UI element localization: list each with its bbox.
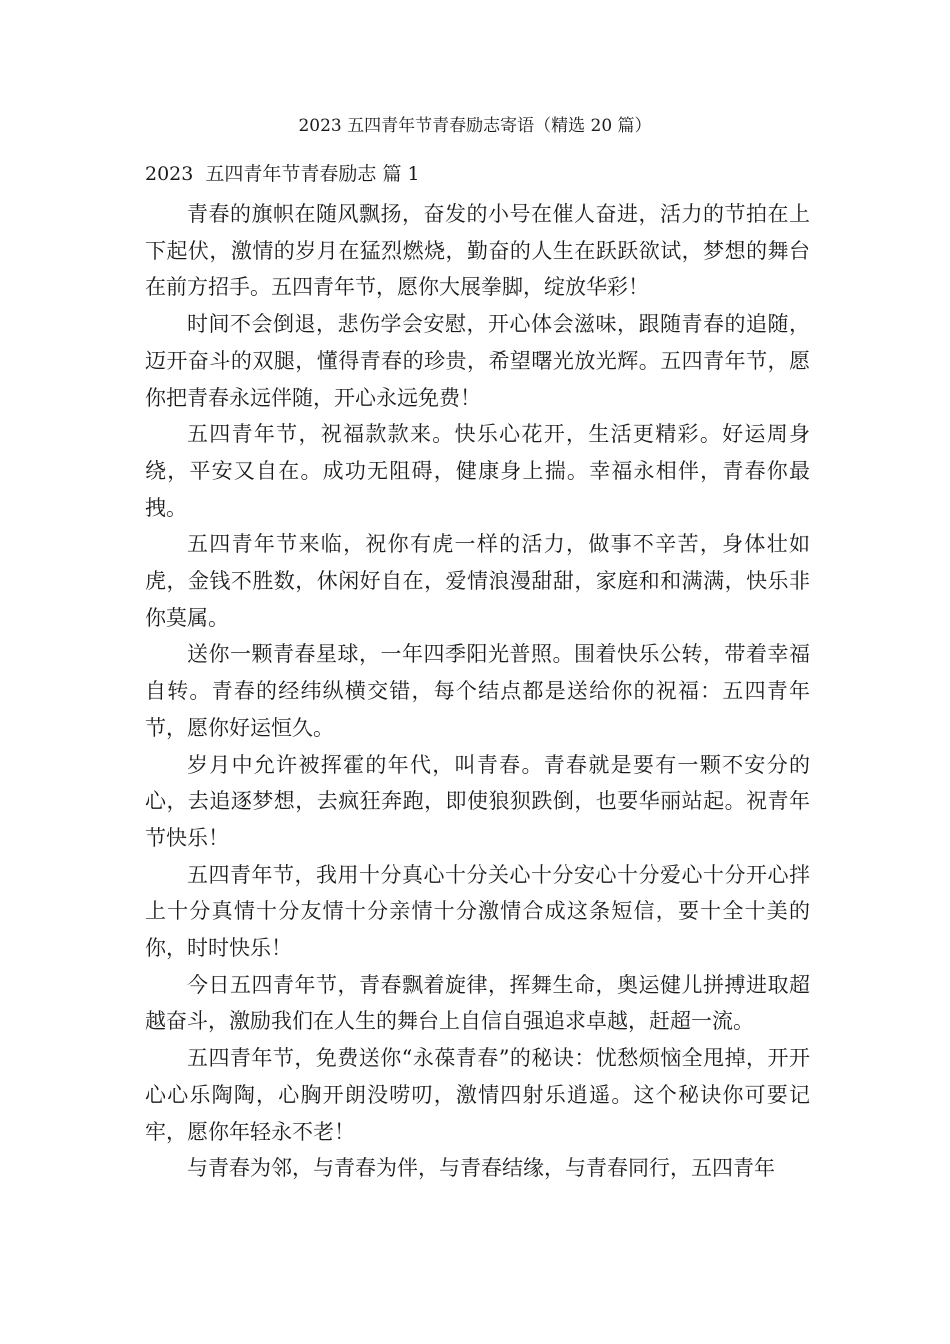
paragraph: 五四青年节，祝福款款来。快乐心花开，生活更精彩。好运周身绕，平安又自在。成功无阻碍，健康身上揣。幸福永相伴，青春你最拽。: [145, 422, 810, 520]
document-body: [145, 196, 810, 1187]
paragraph: 今日五四青年节，青春飘着旋律，挥舞生命，奥运健儿拼搏进取超越奋斗，激励我们在人生的舞台上自信自强追求卓越，赶超一流。: [145, 972, 810, 1034]
paragraph: 与青春为邻，与青春为伴，与青春结缘，与青春同行，五四青年: [187, 1156, 775, 1181]
paragraph: 青春的旗帜在随风飘扬，奋发的小号在催人奋进，活力的节拍在上下起伏，激情的岁月在猛烈燃烧，勤奋的人生在跃跃欲试，梦想的舞台在前方招手。五四青年节，愿你大展拳脚，绽放华彩！: [145, 202, 810, 300]
document-title: 2023 五四青年节青春励志寄语（精选 20 篇）: [298, 116, 652, 136]
paragraph: 五四青年节来临，祝你有虎一样的活力，做事不辛苦，身体壮如虎，金钱不胜数，休闲好自在，爱情浪漫甜甜，家庭和和满满，快乐非你莫属。: [145, 532, 810, 630]
paragraph: 送你一颗青春星球，一年四季阳光普照。围着快乐公转，带着幸福自转。青春的经纬纵横交错，每个结点都是送给你的祝福：五四青年节，愿你好运恒久。: [145, 642, 810, 740]
paragraph: 时间不会倒退，悲伤学会安慰，开心体会滋味，跟随青春的追随，迈开奋斗的双腿，懂得青春的珍贵，希望曙光放光辉。五四青年节，愿你把青春永远伴随，开心永远免费！: [145, 312, 810, 410]
section-heading: 2023 五四青年节青春励志 篇 1: [145, 163, 420, 185]
paragraph: 岁月中允许被挥霍的年代，叫青春。青春就是要有一颗不安分的心，去追逐梦想，去疯狂奔跑，即使狼狈跌倒，也要华丽站起。祝青年节快乐！: [145, 752, 810, 850]
paragraph: 五四青年节，我用十分真心十分关心十分安心十分爱心十分开心拌上十分真情十分友情十分亲情十分激情合成这条短信，要十全十美的你，时时快乐！: [145, 862, 810, 961]
paragraph: 五四青年节，免费送你“永葆青春”的秘诀：忧愁烦恼全甩掉，开开心心乐陶陶，心胸开朗没唠叨，激情四射乐逍遥。这个秘诀你可要记牢，愿你年轻永不老！: [145, 1046, 810, 1144]
